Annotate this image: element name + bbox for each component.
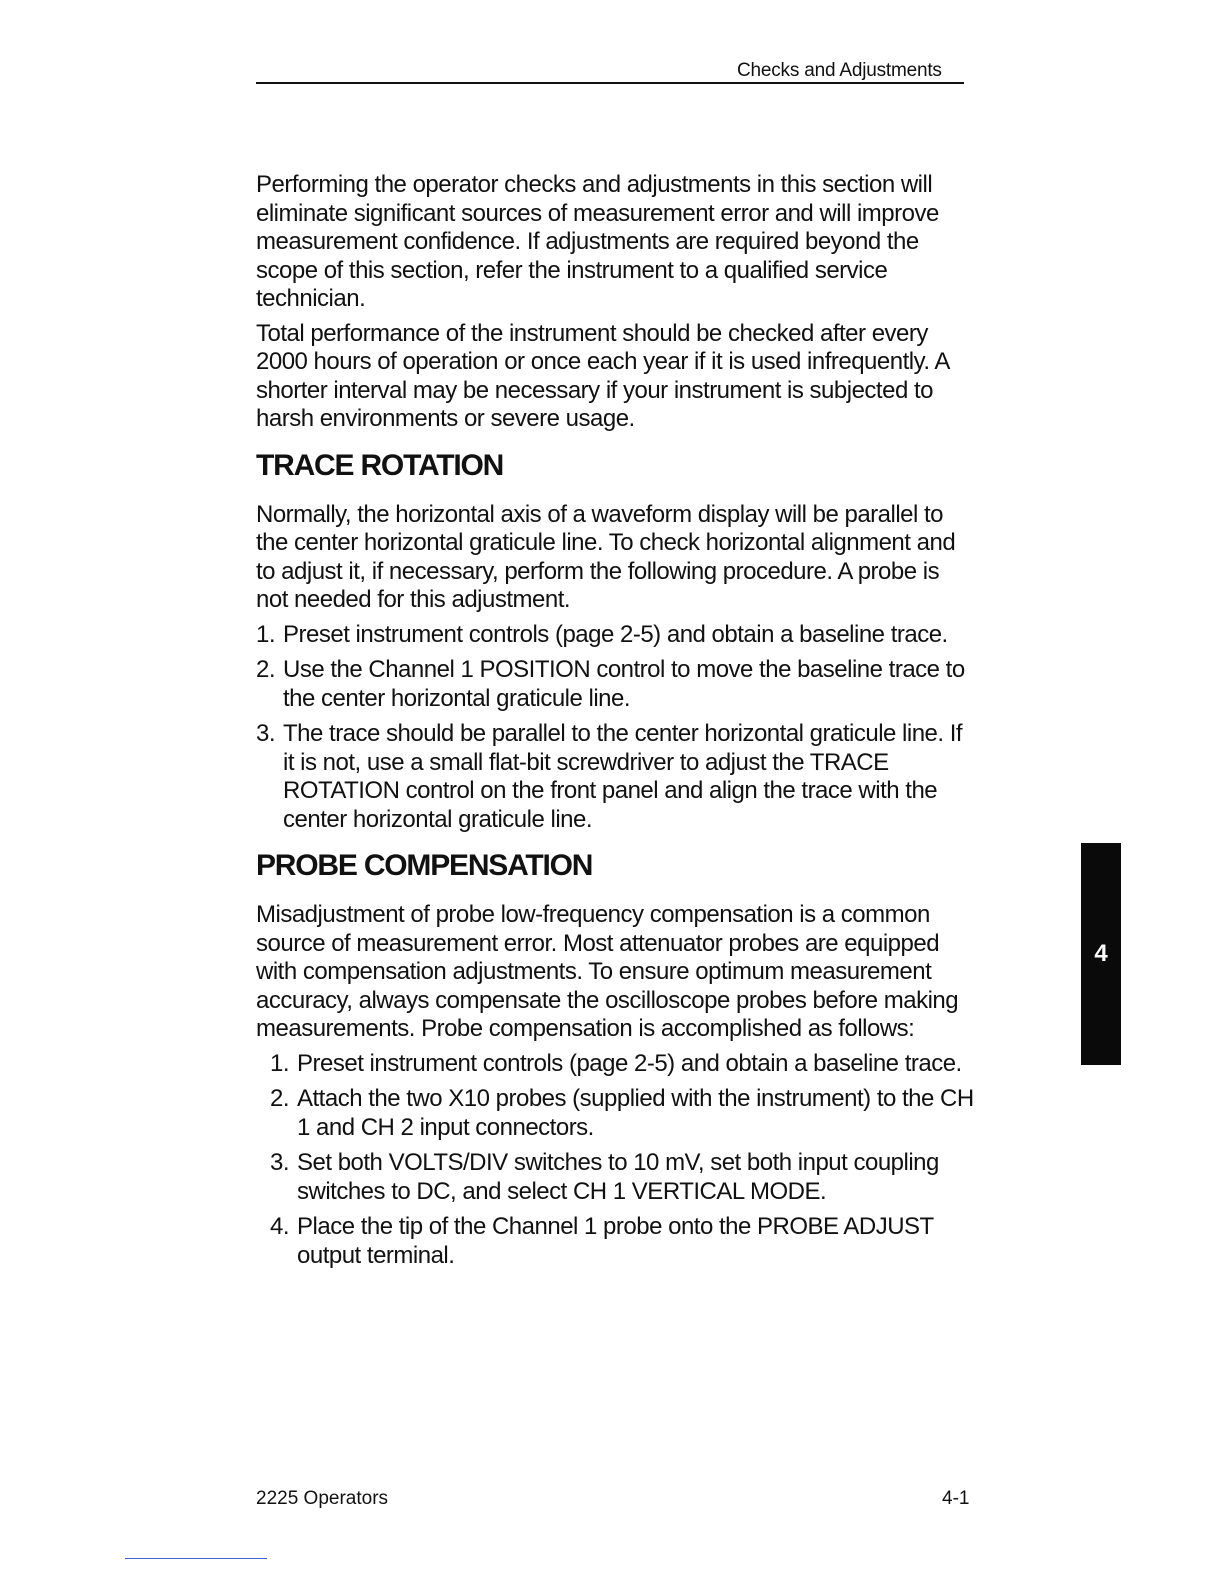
footer-page-number: 4-1 — [942, 1488, 970, 1509]
step-number: 3. — [256, 720, 276, 747]
scan-artifact-line — [125, 1558, 267, 1559]
probe-compensation-paragraph: Misadjustment of probe low-frequency compensation is a common source of measurement error. Most attenuator probes are equipped with compensation adjustments. To ensure optimum measurement accuracy, always compensate the oscilloscope probes before making measurements. Probe compensation is accomplished as follows: — [256, 901, 959, 1042]
list-item — [270, 1085, 976, 1142]
list-item — [270, 1213, 976, 1270]
header-rule — [256, 82, 964, 84]
list-item — [270, 1050, 976, 1079]
trace-rotation-heading: TRACE ROTATION — [256, 448, 504, 482]
step-text: Attach the two X10 probes (supplied with the instrument) to the CH 1 and CH 2 input connectors. — [297, 1085, 974, 1141]
trace-rotation-steps — [256, 621, 976, 835]
step-text: Preset instrument controls (page 2-5) and obtain a baseline trace. — [297, 1049, 962, 1077]
step-number: 1. — [270, 1049, 290, 1077]
intro-paragraph-1: Performing the operator checks and adjustments in this section will eliminate significant sources of measurement error and will improve measurement confidence. If adjustments are required beyond the scope of this section, refer the instrument to a qualified service technician. — [256, 171, 939, 312]
probe-compensation-heading: PROBE COMPENSATION — [256, 849, 593, 882]
list-item — [256, 621, 976, 650]
step-text: Place the tip of the Channel 1 probe onto the PROBE ADJUST output terminal. — [297, 1213, 934, 1269]
list-item — [256, 656, 976, 713]
step-number: 4. — [270, 1213, 290, 1240]
chapter-tab-label: 4 — [1094, 940, 1108, 967]
step-number: 2. — [256, 656, 276, 683]
chapter-tab — [1081, 843, 1121, 1065]
step-text: Set both VOLTS/DIV switches to 10 mV, set both input coupling switches to DC, and select CH 1 VERTICAL MODE. — [297, 1149, 939, 1205]
step-number: 3. — [270, 1149, 290, 1176]
section-header-title: Checks and Adjustments — [737, 60, 942, 81]
step-text: Preset instrument controls (page 2-5) and obtain a baseline trace. — [283, 620, 948, 648]
step-text: Use the Channel 1 POSITION control to move the baseline trace to the center horizontal graticule line. — [283, 656, 965, 712]
probe-compensation-steps — [256, 1050, 976, 1271]
step-number: 1. — [256, 620, 276, 648]
step-number: 2. — [270, 1085, 290, 1112]
intro-paragraph-2: Total performance of the instrument should be checked after every 2000 hours of operation or once each year if it is used infrequently. A shorter interval may be necessary if your instrument is subjected to harsh environments or severe usage. — [256, 319, 949, 432]
trace-rotation-paragraph: Normally, the horizontal axis of a waveform display will be parallel to the center horizontal graticule line. To check horizontal alignment and to adjust it, if necessary, perform the following procedure. A probe is not needed for this adjustment. — [256, 500, 956, 613]
list-item — [270, 1149, 976, 1206]
page-content — [256, 171, 976, 1280]
footer-manual-title: 2225 Operators — [256, 1488, 389, 1509]
step-text: The trace should be parallel to the center horizontal graticule line. If it is not, use a small flat-bit screwdriver to adjust the TRACE ROTATION control on the front panel and align the trace with the center horizontal graticule line. — [283, 720, 963, 833]
list-item — [256, 720, 976, 834]
